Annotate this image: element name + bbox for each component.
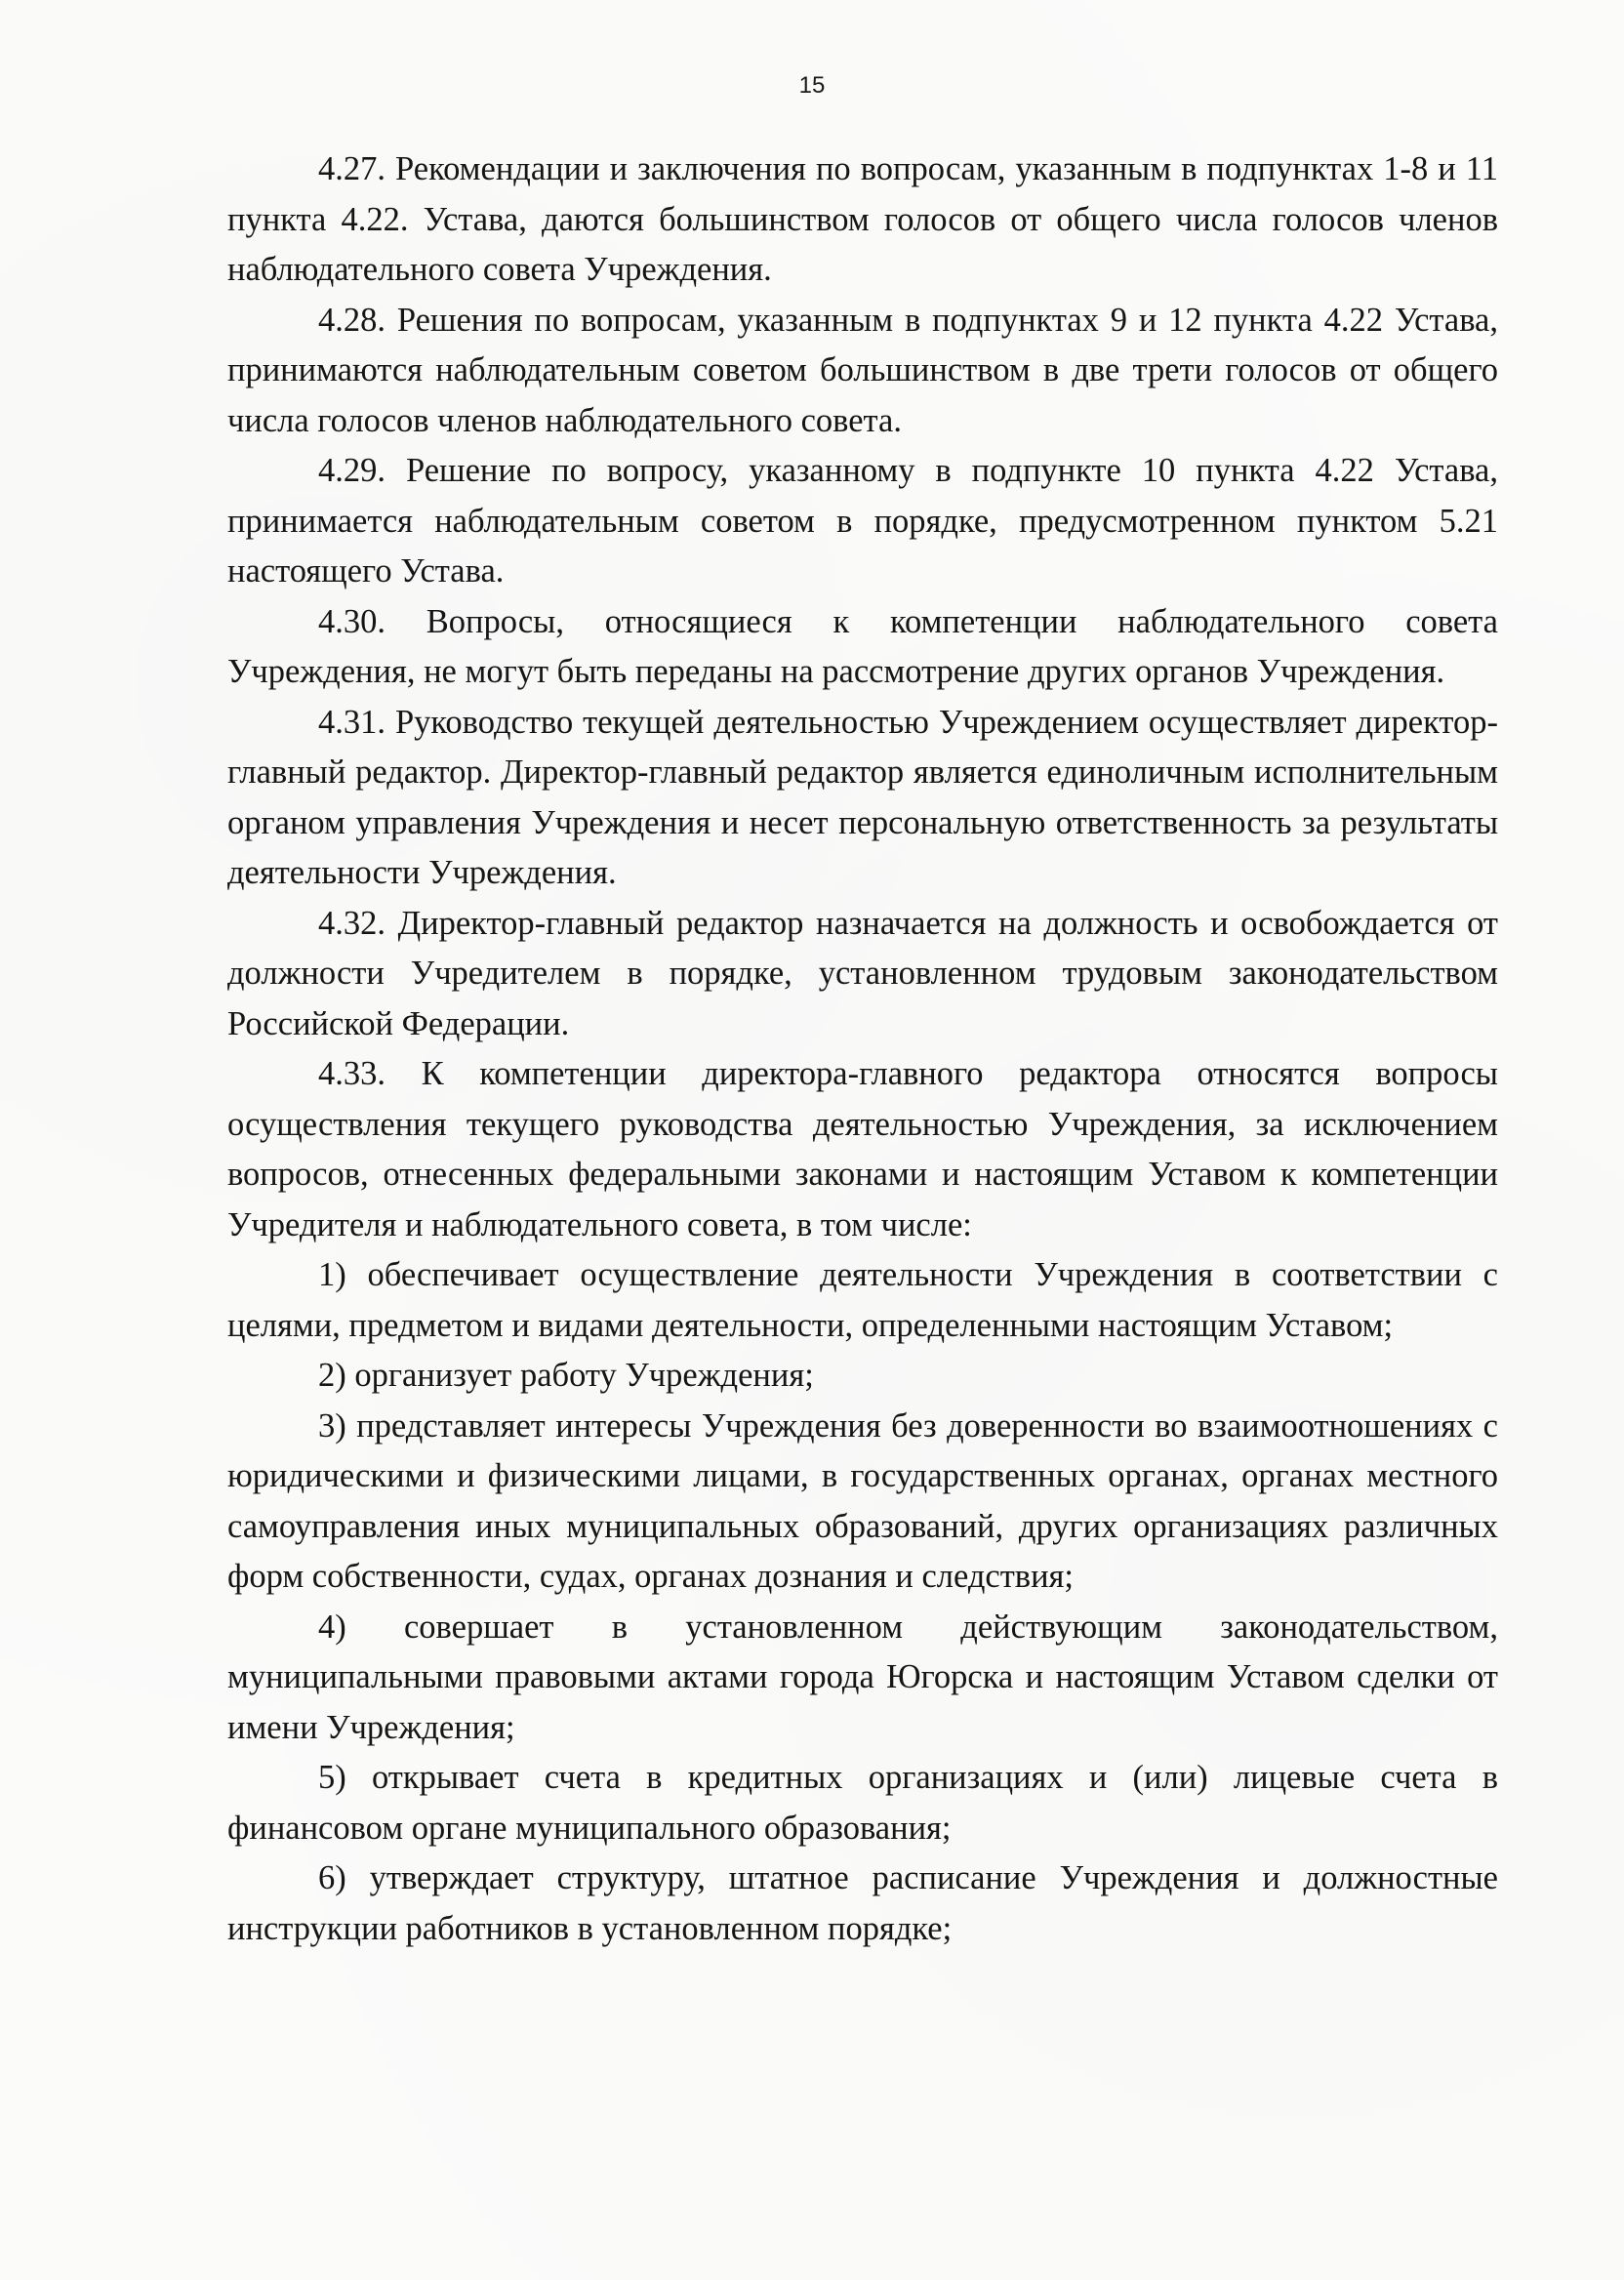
page-number: 15 (798, 72, 826, 99)
list-item-6: 6) утверждает структуру, штатное расписание Учреждения и должностные инструкции работников в установленном порядке; (227, 1859, 1498, 1947)
list-item-1: 1) обеспечивает осуществление деятельности Учреждения в соответствии с целями, предметом и видами деятельности, определенными настоящим Уставом; (227, 1256, 1498, 1344)
list-item-4: 4) совершает в установленном действующим законодательством, муниципальными правовыми актами города Югорска и настоящим Уставом сделки от имени Учреждения; (227, 1608, 1498, 1746)
paragraph-4-31: 4.31. Руководство текущей деятельностью Учреждением осуществляет директор-главный редактор. Директор-главный редактор является единоличным исполнительным органом управления Учреждения и несет персональную ответственность за результаты деятельности Учреждения. (227, 703, 1498, 891)
list-item-2: 2) организует работу Учреждения; (318, 1357, 814, 1394)
paragraph-4-28: 4.28. Решения по вопросам, указанным в подпунктах 9 и 12 пункта 4.22 Устава, принимаются наблюдательным советом большинством в две трети голосов от общего числа голосов членов наблюдательного совета. (227, 301, 1498, 439)
list-item-5: 5) открывает счета в кредитных организациях и (или) лицевые счета в финансовом органе муниципального образования; (227, 1759, 1498, 1847)
document-body (227, 144, 1498, 1954)
paragraph-4-29: 4.29. Решение по вопросу, указанному в подпункте 10 пункта 4.22 Устава, принимается наблюдательным советом в порядке, предусмотренном пунктом 5.21 настоящего Устава. (227, 452, 1498, 590)
list-item-3: 3) представляет интересы Учреждения без доверенности во взаимоотношениях с юридическими и физическими лицами, в государственных органах, органах местного самоуправления иных муниципальных образований, других организациях различных форм собственности, судах, органах дознания и следствия; (227, 1406, 1498, 1595)
paragraph-4-27: 4.27. Рекомендации и заключения по вопросам, указанным в подпунктах 1-8 и 11 пункта 4.22. Устава, даются большинством голосов от общего числа голосов членов наблюдательного совета Учреждения. (227, 150, 1498, 288)
paragraph-4-30: 4.30. Вопросы, относящиеся к компетенции наблюдательного совета Учреждения, не могут быть переданы на рассмотрение других органов Учреждения. (227, 602, 1498, 690)
paragraph-4-33: 4.33. К компетенции директора-главного редактора относятся вопросы осуществления текущего руководства деятельностью Учреждения, за исключением вопросов, отнесенных федеральными законами и настоящим Уставом к компетенции Учредителя и наблюдательного совета, в том числе: (227, 1055, 1498, 1243)
paragraph-4-32: 4.32. Директор-главный редактор назначается на должность и освобождается от должности Учредителем в порядке, установленном трудовым законодательством Российской Федерации. (227, 904, 1498, 1042)
